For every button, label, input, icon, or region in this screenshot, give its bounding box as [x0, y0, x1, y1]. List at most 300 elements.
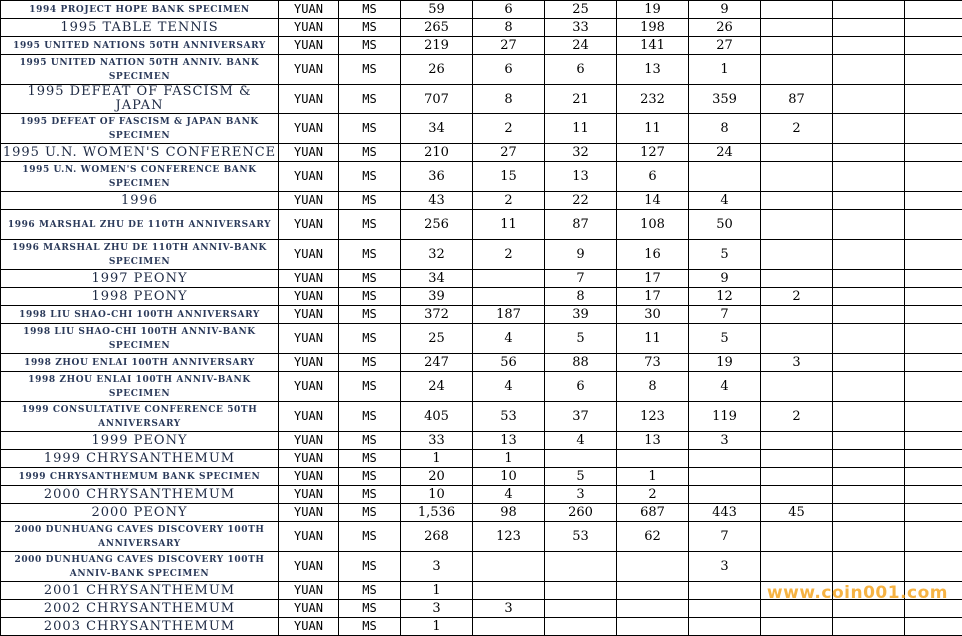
table-row	[1, 432, 962, 450]
grade-cell: MS	[339, 162, 401, 192]
grade-count-cell: 11	[617, 324, 689, 354]
grade-count-cell	[833, 288, 905, 306]
total-count-cell: 3	[401, 552, 473, 582]
total-count-cell: 20	[401, 468, 473, 486]
currency-cell: YUAN	[279, 552, 339, 582]
grade-count-cell: 8	[545, 288, 617, 306]
grade-count-cell	[833, 432, 905, 450]
grade-count-cell	[833, 468, 905, 486]
grade-count-cell: 26	[689, 19, 761, 37]
total-count-cell: 32	[401, 240, 473, 270]
currency-cell: YUAN	[279, 522, 339, 552]
currency-cell: YUAN	[279, 162, 339, 192]
grade-count-cell: 1	[473, 450, 545, 468]
currency-cell: YUAN	[279, 486, 339, 504]
grade-cell: MS	[339, 270, 401, 288]
grade-count-cell: 8	[617, 372, 689, 402]
table-row	[1, 55, 962, 85]
coin-name-cell: 1995 UNITED NATIONS 50TH ANNIVERSARY	[1, 37, 279, 55]
grade-count-cell	[905, 114, 962, 144]
table-row	[1, 486, 962, 504]
grade-count-cell: 11	[545, 114, 617, 144]
currency-cell: YUAN	[279, 144, 339, 162]
currency-cell: YUAN	[279, 288, 339, 306]
grade-count-cell	[761, 522, 833, 552]
grade-count-cell: 19	[689, 354, 761, 372]
grade-count-cell: 22	[545, 192, 617, 210]
grade-count-cell	[545, 582, 617, 600]
grade-count-cell: 37	[545, 402, 617, 432]
grade-count-cell: 6	[545, 372, 617, 402]
coin-name-cell: 1999 CHRYSANTHEMUM	[1, 450, 279, 468]
grade-count-cell	[905, 354, 962, 372]
grade-count-cell: 2	[761, 402, 833, 432]
currency-cell: YUAN	[279, 37, 339, 55]
grade-count-cell: 4	[473, 324, 545, 354]
grade-count-cell	[833, 354, 905, 372]
table-body	[1, 1, 962, 636]
grade-count-cell: 687	[617, 504, 689, 522]
grade-count-cell: 123	[617, 402, 689, 432]
grade-cell: MS	[339, 372, 401, 402]
currency-cell: YUAN	[279, 192, 339, 210]
grade-count-cell	[761, 618, 833, 636]
table-row	[1, 504, 962, 522]
grade-cell: MS	[339, 432, 401, 450]
table-row	[1, 1, 962, 19]
grade-count-cell	[833, 486, 905, 504]
total-count-cell: 268	[401, 522, 473, 552]
table-row	[1, 270, 962, 288]
grade-count-cell: 17	[617, 270, 689, 288]
grade-count-cell	[905, 432, 962, 450]
grade-count-cell	[761, 210, 833, 240]
grade-count-cell	[689, 582, 761, 600]
grade-count-cell: 13	[617, 55, 689, 85]
coin-name-cell: 1998 ZHOU ENLAI 100TH ANNIVERSARY	[1, 354, 279, 372]
total-count-cell: 219	[401, 37, 473, 55]
coin-name-cell: 1997 PEONY	[1, 270, 279, 288]
table-row	[1, 468, 962, 486]
coin-name-cell: 1995 TABLE TENNIS	[1, 19, 279, 37]
total-count-cell: 39	[401, 288, 473, 306]
grade-count-cell	[905, 1, 962, 19]
coin-name-cell: 2000 PEONY	[1, 504, 279, 522]
table-row	[1, 450, 962, 468]
grade-count-cell	[833, 522, 905, 552]
grade-count-cell: 4	[689, 372, 761, 402]
grade-count-cell: 260	[545, 504, 617, 522]
grade-count-cell	[905, 85, 962, 114]
grade-count-cell: 3	[689, 432, 761, 450]
grade-count-cell: 187	[473, 306, 545, 324]
currency-cell: YUAN	[279, 372, 339, 402]
coin-name-cell: 2000 DUNHUANG CAVES DISCOVERY 100TH ANNIV-BANK SPECIMEN	[1, 552, 279, 582]
grade-count-cell	[905, 552, 962, 582]
grade-count-cell	[833, 114, 905, 144]
currency-cell: YUAN	[279, 19, 339, 37]
grade-count-cell	[905, 270, 962, 288]
coin-name-cell: 1998 ZHOU ENLAI 100TH ANNIV-BANK SPECIMEN	[1, 372, 279, 402]
total-count-cell: 707	[401, 85, 473, 114]
grade-count-cell	[761, 450, 833, 468]
grade-count-cell: 127	[617, 144, 689, 162]
total-count-cell: 405	[401, 402, 473, 432]
grade-count-cell	[833, 19, 905, 37]
grade-count-cell	[761, 468, 833, 486]
grade-count-cell: 8	[473, 19, 545, 37]
grade-cell: MS	[339, 306, 401, 324]
coin-name-cell: 1998 PEONY	[1, 288, 279, 306]
grade-count-cell	[833, 324, 905, 354]
grade-count-cell	[833, 270, 905, 288]
grade-cell: MS	[339, 55, 401, 85]
grade-count-cell	[833, 192, 905, 210]
grade-count-cell	[905, 192, 962, 210]
currency-cell: YUAN	[279, 450, 339, 468]
grade-count-cell: 3	[761, 354, 833, 372]
grade-count-cell: 7	[545, 270, 617, 288]
grade-count-cell	[545, 600, 617, 618]
currency-cell: YUAN	[279, 504, 339, 522]
currency-cell: YUAN	[279, 600, 339, 618]
grade-count-cell	[905, 162, 962, 192]
grade-count-cell: 33	[545, 19, 617, 37]
grade-count-cell	[761, 372, 833, 402]
grade-count-cell	[761, 192, 833, 210]
currency-cell: YUAN	[279, 402, 339, 432]
coin-name-cell: 1994 PROJECT HOPE BANK SPECIMEN	[1, 1, 279, 19]
grade-count-cell	[833, 504, 905, 522]
grade-count-cell	[905, 372, 962, 402]
grade-count-cell	[833, 450, 905, 468]
table-row	[1, 522, 962, 552]
grade-count-cell	[833, 37, 905, 55]
grade-count-cell	[833, 85, 905, 114]
grade-count-cell	[905, 324, 962, 354]
grade-count-cell	[761, 240, 833, 270]
grade-count-cell: 3	[689, 552, 761, 582]
grade-count-cell	[761, 270, 833, 288]
grade-count-cell: 5	[689, 240, 761, 270]
grade-count-cell: 9	[545, 240, 617, 270]
total-count-cell: 25	[401, 324, 473, 354]
grade-count-cell	[761, 432, 833, 450]
grade-count-cell: 98	[473, 504, 545, 522]
grade-count-cell	[905, 240, 962, 270]
total-count-cell: 256	[401, 210, 473, 240]
grade-count-cell	[833, 402, 905, 432]
grade-count-cell: 108	[617, 210, 689, 240]
coin-name-cell: 1996	[1, 192, 279, 210]
grade-cell: MS	[339, 240, 401, 270]
grade-count-cell: 9	[689, 270, 761, 288]
grade-cell: MS	[339, 468, 401, 486]
grade-cell: MS	[339, 504, 401, 522]
grade-count-cell: 24	[689, 144, 761, 162]
coin-name-cell: 1999 CHRYSANTHEMUM BANK SPECIMEN	[1, 468, 279, 486]
grade-count-cell	[761, 162, 833, 192]
grade-count-cell: 7	[689, 522, 761, 552]
grade-cell: MS	[339, 552, 401, 582]
coin-name-cell: 2000 DUNHUANG CAVES DISCOVERY 100TH ANNIVERSARY	[1, 522, 279, 552]
grade-count-cell	[473, 288, 545, 306]
grade-count-cell	[473, 552, 545, 582]
grade-count-cell: 62	[617, 522, 689, 552]
grade-count-cell: 11	[617, 114, 689, 144]
grade-count-cell	[761, 486, 833, 504]
grade-cell: MS	[339, 19, 401, 37]
grade-count-cell: 6	[473, 55, 545, 85]
grade-count-cell: 6	[473, 1, 545, 19]
grade-count-cell: 14	[617, 192, 689, 210]
grade-count-cell	[473, 270, 545, 288]
grade-count-cell	[833, 240, 905, 270]
grade-count-cell: 119	[689, 402, 761, 432]
grade-cell: MS	[339, 522, 401, 552]
coin-name-cell: 1998 LIU SHAO-CHI 100TH ANNIV-BANK SPECIMEN	[1, 324, 279, 354]
grade-count-cell: 6	[545, 55, 617, 85]
table-row	[1, 85, 962, 114]
grade-count-cell: 32	[545, 144, 617, 162]
grade-count-cell: 45	[761, 504, 833, 522]
grade-count-cell	[473, 618, 545, 636]
total-count-cell: 372	[401, 306, 473, 324]
grade-cell: MS	[339, 85, 401, 114]
grade-count-cell	[905, 504, 962, 522]
grade-count-cell: 39	[545, 306, 617, 324]
currency-cell: YUAN	[279, 324, 339, 354]
table-row	[1, 288, 962, 306]
grade-count-cell: 2	[473, 192, 545, 210]
grade-count-cell	[905, 450, 962, 468]
total-count-cell: 1	[401, 582, 473, 600]
total-count-cell: 247	[401, 354, 473, 372]
grade-cell: MS	[339, 144, 401, 162]
grade-count-cell: 5	[545, 324, 617, 354]
grade-count-cell	[617, 618, 689, 636]
grade-count-cell	[617, 552, 689, 582]
table-row	[1, 240, 962, 270]
grade-cell: MS	[339, 324, 401, 354]
currency-cell: YUAN	[279, 432, 339, 450]
grade-cell: MS	[339, 486, 401, 504]
grade-count-cell	[905, 210, 962, 240]
grade-count-cell: 24	[545, 37, 617, 55]
grade-count-cell	[761, 19, 833, 37]
grade-count-cell	[761, 55, 833, 85]
table-row	[1, 114, 962, 144]
grade-count-cell: 2	[761, 288, 833, 306]
grade-count-cell: 53	[473, 402, 545, 432]
grade-cell: MS	[339, 192, 401, 210]
coin-name-cell: 2001 CHRYSANTHEMUM	[1, 582, 279, 600]
table-row	[1, 402, 962, 432]
grade-count-cell	[905, 306, 962, 324]
grade-count-cell	[905, 288, 962, 306]
grade-count-cell: 8	[689, 114, 761, 144]
grade-count-cell	[761, 1, 833, 19]
grade-count-cell	[905, 37, 962, 55]
grade-count-cell	[761, 37, 833, 55]
currency-cell: YUAN	[279, 85, 339, 114]
grade-count-cell	[905, 55, 962, 85]
total-count-cell: 3	[401, 600, 473, 618]
grade-cell: MS	[339, 114, 401, 144]
grade-count-cell: 30	[617, 306, 689, 324]
grade-count-cell	[833, 1, 905, 19]
grade-count-cell: 87	[761, 85, 833, 114]
grade-count-cell: 88	[545, 354, 617, 372]
grade-count-cell: 1	[689, 55, 761, 85]
grade-count-cell: 5	[689, 324, 761, 354]
total-count-cell: 210	[401, 144, 473, 162]
currency-cell: YUAN	[279, 270, 339, 288]
grade-count-cell: 9	[689, 1, 761, 19]
grade-count-cell: 2	[473, 114, 545, 144]
grade-count-cell: 7	[689, 306, 761, 324]
grade-count-cell	[905, 522, 962, 552]
grade-count-cell: 2	[761, 114, 833, 144]
grade-count-cell: 15	[473, 162, 545, 192]
grade-count-cell: 2	[473, 240, 545, 270]
grade-count-cell: 13	[545, 162, 617, 192]
grade-count-cell: 443	[689, 504, 761, 522]
grade-count-cell: 2	[617, 486, 689, 504]
coin-name-cell: 1996 MARSHAL ZHU DE 110TH ANNIVERSARY	[1, 210, 279, 240]
grade-count-cell	[689, 450, 761, 468]
grade-count-cell	[473, 582, 545, 600]
grade-count-cell: 10	[473, 468, 545, 486]
grade-cell: MS	[339, 450, 401, 468]
grade-count-cell	[689, 162, 761, 192]
currency-cell: YUAN	[279, 114, 339, 144]
grade-cell: MS	[339, 1, 401, 19]
grade-count-cell	[617, 600, 689, 618]
coin-name-cell: 1996 MARSHAL ZHU DE 110TH ANNIV-BANK SPECIMEN	[1, 240, 279, 270]
grade-count-cell: 4	[473, 372, 545, 402]
grade-count-cell: 3	[473, 600, 545, 618]
grade-count-cell: 359	[689, 85, 761, 114]
grade-count-cell	[545, 618, 617, 636]
coin-name-cell: 1995 DEFEAT OF FASCISM & JAPAN	[1, 85, 279, 114]
grade-cell: MS	[339, 582, 401, 600]
grade-count-cell	[833, 162, 905, 192]
currency-cell: YUAN	[279, 354, 339, 372]
coin-name-cell: 1999 CONSULTATIVE CONFERENCE 50TH ANNIVERSARY	[1, 402, 279, 432]
grade-count-cell	[617, 450, 689, 468]
coin-name-cell: 2002 CHRYSANTHEMUM	[1, 600, 279, 618]
table-row	[1, 618, 962, 636]
total-count-cell: 24	[401, 372, 473, 402]
grade-count-cell: 5	[545, 468, 617, 486]
coin-name-cell: 1995 UNITED NATION 50TH ANNIV. BANK SPECIMEN	[1, 55, 279, 85]
table-row	[1, 372, 962, 402]
grade-count-cell: 16	[617, 240, 689, 270]
grade-count-cell: 27	[473, 144, 545, 162]
grade-count-cell	[833, 306, 905, 324]
total-count-cell: 36	[401, 162, 473, 192]
grade-count-cell: 123	[473, 522, 545, 552]
total-count-cell: 1	[401, 618, 473, 636]
table-row	[1, 162, 962, 192]
grade-count-cell: 4	[473, 486, 545, 504]
grade-count-cell: 6	[617, 162, 689, 192]
currency-cell: YUAN	[279, 55, 339, 85]
grade-count-cell	[905, 468, 962, 486]
total-count-cell: 33	[401, 432, 473, 450]
grade-count-cell	[689, 600, 761, 618]
grade-count-cell	[761, 552, 833, 582]
table-row	[1, 192, 962, 210]
grade-count-cell	[761, 144, 833, 162]
grade-count-cell: 4	[545, 432, 617, 450]
grade-cell: MS	[339, 618, 401, 636]
coin-name-cell: 1995 U.N. WOMEN'S CONFERENCE	[1, 144, 279, 162]
grade-count-cell	[545, 450, 617, 468]
table-row	[1, 210, 962, 240]
grade-cell: MS	[339, 37, 401, 55]
currency-cell: YUAN	[279, 1, 339, 19]
grade-count-cell: 27	[473, 37, 545, 55]
watermark-text: www.coin001.com	[767, 583, 948, 603]
grade-count-cell	[689, 618, 761, 636]
currency-cell: YUAN	[279, 306, 339, 324]
table-row	[1, 552, 962, 582]
grade-count-cell	[833, 55, 905, 85]
grade-count-cell: 27	[689, 37, 761, 55]
grade-count-cell: 3	[545, 486, 617, 504]
currency-cell: YUAN	[279, 240, 339, 270]
table-row	[1, 306, 962, 324]
grade-count-cell: 19	[617, 1, 689, 19]
grade-count-cell	[905, 402, 962, 432]
grade-count-cell	[833, 372, 905, 402]
total-count-cell: 1,536	[401, 504, 473, 522]
table-row	[1, 19, 962, 37]
grade-cell: MS	[339, 402, 401, 432]
grade-count-cell	[761, 324, 833, 354]
grade-count-cell: 12	[689, 288, 761, 306]
total-count-cell: 265	[401, 19, 473, 37]
total-count-cell: 43	[401, 192, 473, 210]
grade-count-cell: 73	[617, 354, 689, 372]
grade-cell: MS	[339, 288, 401, 306]
grade-count-cell	[905, 486, 962, 504]
grade-count-cell: 50	[689, 210, 761, 240]
coin-name-cell: 1998 LIU SHAO-CHI 100TH ANNIVERSARY	[1, 306, 279, 324]
total-count-cell: 34	[401, 270, 473, 288]
coin-name-cell: 2000 CHRYSANTHEMUM	[1, 486, 279, 504]
grade-count-cell: 198	[617, 19, 689, 37]
grade-count-cell: 17	[617, 288, 689, 306]
grade-count-cell: 8	[473, 85, 545, 114]
grade-count-cell	[761, 306, 833, 324]
currency-cell: YUAN	[279, 582, 339, 600]
grade-count-cell	[833, 618, 905, 636]
grade-count-cell	[833, 144, 905, 162]
grade-count-cell: 11	[473, 210, 545, 240]
total-count-cell: 26	[401, 55, 473, 85]
grade-cell: MS	[339, 210, 401, 240]
grade-cell: MS	[339, 600, 401, 618]
total-count-cell: 34	[401, 114, 473, 144]
coin-name-cell: 1999 PEONY	[1, 432, 279, 450]
table-row	[1, 144, 962, 162]
grade-count-cell: 25	[545, 1, 617, 19]
total-count-cell: 59	[401, 1, 473, 19]
grade-count-cell: 1	[617, 468, 689, 486]
